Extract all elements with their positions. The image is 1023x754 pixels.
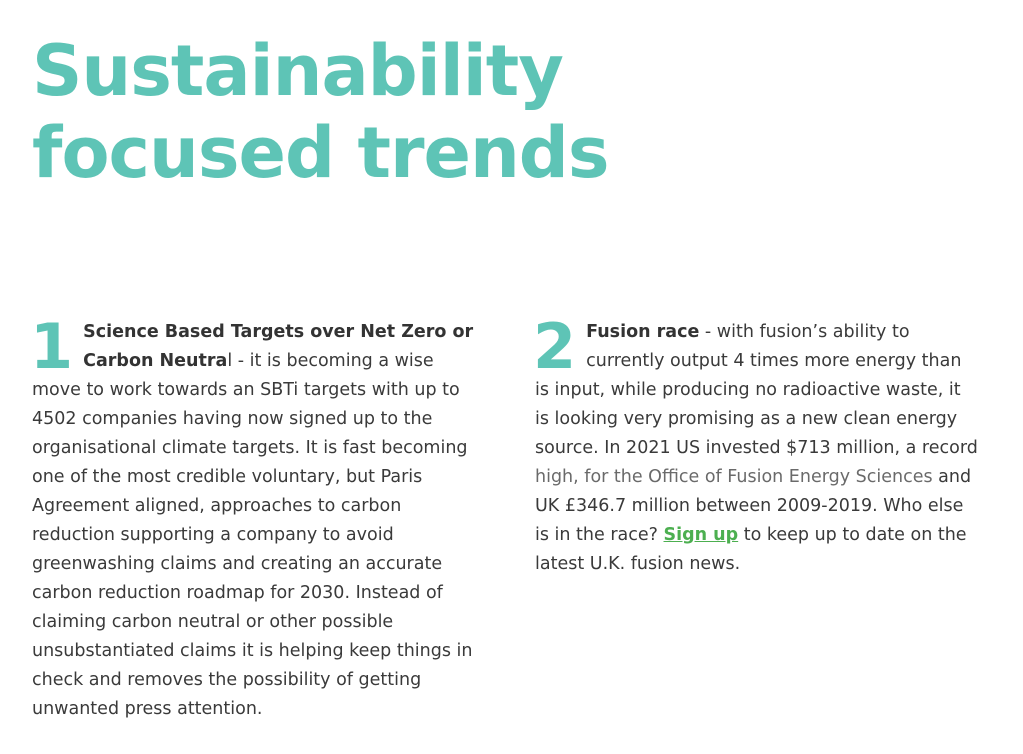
- trend-number: 2: [533, 310, 577, 383]
- trend-body-part1: - with fusion’s ability to currently output 4 times more energy than is input, while producing no radioactive waste, it is looking very promising as a new clean energy source. In 2021 US invested $713 million, a record: [535, 322, 978, 458]
- trend-body-part3: to keep up to date on the latest U.K. fusion news.: [535, 525, 967, 574]
- trend-item-fusion-race: [533, 310, 980, 579]
- trend-body: - it is becoming a wise move to work towards an SBTi targets with up to 4502 companies having now signed up to the organisational climate targets. It is fast becoming one of the most credible voluntary, but Paris Agreement aligned, approaches to carbon reduction supporting a company to avoid greenwashing claims and creating an accurate carbon reduction roadmap for 2030. Instead of claiming carbon neutral or other possible unsubstantiated claims it is helping keep things in check and removes the possibility of getting unwanted press attention.: [32, 351, 473, 719]
- page-title: [32, 30, 609, 194]
- trend-item-science-based-targets: [30, 310, 474, 724]
- trend-number: 1: [30, 310, 74, 383]
- trend-heading: Science Based Targets over Net Zero or Carbon Neutra: [83, 322, 474, 371]
- page-title-line1: Sustainability: [32, 30, 563, 112]
- trend-body-muted: high, for the Office of Fusion Energy Sciences: [535, 467, 933, 487]
- trend-body-part2: and UK £346.7 million between 2009-2019. Who else is in the race?: [535, 467, 972, 545]
- page-title-line2: focused trends: [32, 112, 609, 194]
- trend-heading-tail: l: [227, 351, 233, 371]
- trend-heading: Fusion race: [586, 322, 700, 342]
- sign-up-link[interactable]: Sign up: [663, 525, 739, 545]
